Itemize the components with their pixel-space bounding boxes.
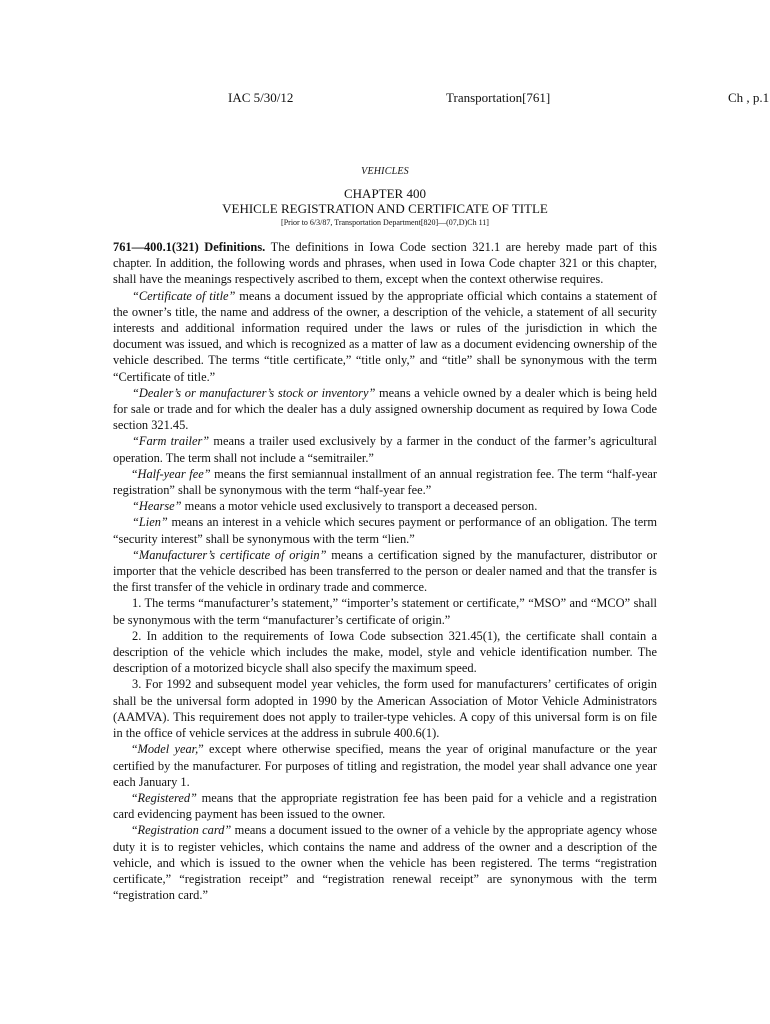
definition-text: means that the appropriate registration fee has been paid for a vehicle and a registration card evidencing payment has been issued to the owner.	[113, 790, 657, 822]
definition-text: ” except where otherwise specified, means the year of original manufacture or the year certified by the manufacturer. For purposes of titling and registration, the model year shall advance one year each January 1.	[113, 742, 658, 789]
definition-term: Model year,	[137, 742, 199, 757]
definition-farm-trailer	[113, 433, 657, 465]
definition-open-quote: “	[132, 823, 138, 838]
definition-term: “Dealer’s or manufacturer’s stock or inventory”	[132, 385, 376, 400]
definition-term: “Farm trailer”	[132, 434, 210, 449]
definition-term: Half-year fee”	[137, 466, 211, 481]
chapter-title-block	[113, 166, 657, 227]
header-page: Ch , p.1	[728, 90, 770, 105]
definition-text: means the first semiannual installment of an annual registration fee. The term “half-year registration” shall be synonymous with the term “half-year fee.”	[113, 466, 657, 498]
definition-term: Registered”	[137, 790, 197, 805]
definition-text: means a document issued by the appropriate official which contains a statement of the owner’s title, the name and address of the owner, a description of the vehicle, a statement of all security interests and additional information required under the laws or rules of the jurisdiction in which the document was issued, and which is recognized as a matter of law as a document evidencing ownership of the vehicle described. The terms “title certificate,” “title only,” and “title” shall be synonymous with the term “Certificate of title.”	[113, 288, 657, 384]
definition-text: means a vehicle owned by a dealer which is being held for sale or trade and for which the dealer has a duly assigned ownership document as required by Iowa Code section 321.45.	[113, 385, 657, 433]
numbered-item: 2. In addition to the requirements of Iowa Code subsection 321.45(1), the certificate shall contain a description of the vehicle which includes the make, model, style and vehicle identification number. The description of a motorized bicycle shall also specify the maximum speed.	[113, 628, 657, 676]
numbered-item: 3. For 1992 and subsequent model year vehicles, the form used for manufacturers’ certificates of origin shall be the universal form adopted in 1990 by the American Association of Motor Vehicle Administrators (AAMVA). This requirement does not apply to trailer-type vehicles. A copy of this universal form is on file in the office of vehicle services at the address in subrule 400.6(1).	[113, 677, 657, 741]
chapter-history: [Prior to 6/3/87, Transportation Department[820]—(07,D)Ch 11]	[281, 218, 489, 227]
definition-lien	[113, 514, 657, 546]
header-agency: Transportation[761]	[446, 90, 551, 105]
definition-mco	[113, 547, 657, 596]
title-kicker: VEHICLES	[361, 166, 409, 177]
chapter-name: VEHICLE REGISTRATION AND CERTIFICATE OF TITLE	[222, 201, 548, 216]
definition-text: means a certification signed by the manufacturer, distributor or importer that the vehicle described has been transferred to the person or dealer named and that the transfer is the first transfer of the vehicle in ordinary trade and commerce.	[113, 547, 657, 595]
header-date: IAC 5/30/12	[228, 90, 294, 105]
numbered-item: 1. The terms “manufacturer’s statement,” “importer’s statement or certificate,” “MSO” and “MCO” shall be synonymous with the term “manufacturer’s certificate of origin.”	[113, 596, 657, 627]
definition-dealers-stock	[113, 385, 657, 434]
definition-text: means an interest in a vehicle which secures payment or performance of an obligation. The term “security interest” shall be synonymous with the term “lien.”	[113, 515, 657, 546]
definition-open-quote: “	[132, 742, 138, 757]
definition-text: means a document issued to the owner of a vehicle by the appropriate agency whose duty it is to register vehicles, which contains the name and address of the owner and a description of the vehicle, and which is issued to the owner when the vehicle has been registered. The terms “registration certificate,” “registration receipt” and “registration renewal receipt” are synonymous with the term “registration card.”	[113, 823, 657, 903]
definition-half-year-fee	[113, 466, 657, 498]
rule-number: 761—400.1(321) Definitions.	[113, 240, 266, 254]
document-body	[113, 239, 657, 903]
definition-term: “Lien”	[132, 515, 168, 530]
rule-paragraph	[113, 239, 657, 288]
definition-term: Registration card”	[137, 823, 232, 838]
definition-certificate-of-title	[113, 288, 657, 385]
definition-text: means a trailer used exclusively by a farmer in the conduct of the farmer’s agricultural operation. The term shall not include a “semitrailer.”	[113, 434, 657, 465]
definition-registration-card	[113, 822, 657, 903]
definition-open-quote: “	[132, 790, 138, 805]
definition-term: “Hearse”	[132, 499, 182, 514]
definition-text: means a motor vehicle used exclusively to transport a deceased person.	[181, 499, 538, 514]
chapter-number: CHAPTER 400	[344, 186, 426, 201]
page-header	[0, 90, 770, 106]
definition-registered	[113, 790, 657, 822]
definition-model-year	[113, 741, 657, 790]
definition-hearse	[113, 498, 657, 514]
definition-open-quote: “	[132, 466, 138, 481]
definition-term: “Certificate of title”	[132, 288, 236, 303]
rule-intro: The definitions in Iowa Code section 321.1 are hereby made part of this chapter. In addition, the following words and phrases, when used in Iowa Code chapter 321 or this chapter, shall have the meanings respectively ascribed to them, except when the context otherwise requires.	[113, 240, 657, 287]
definition-term: “Manufacturer’s certificate of origin”	[132, 547, 327, 562]
